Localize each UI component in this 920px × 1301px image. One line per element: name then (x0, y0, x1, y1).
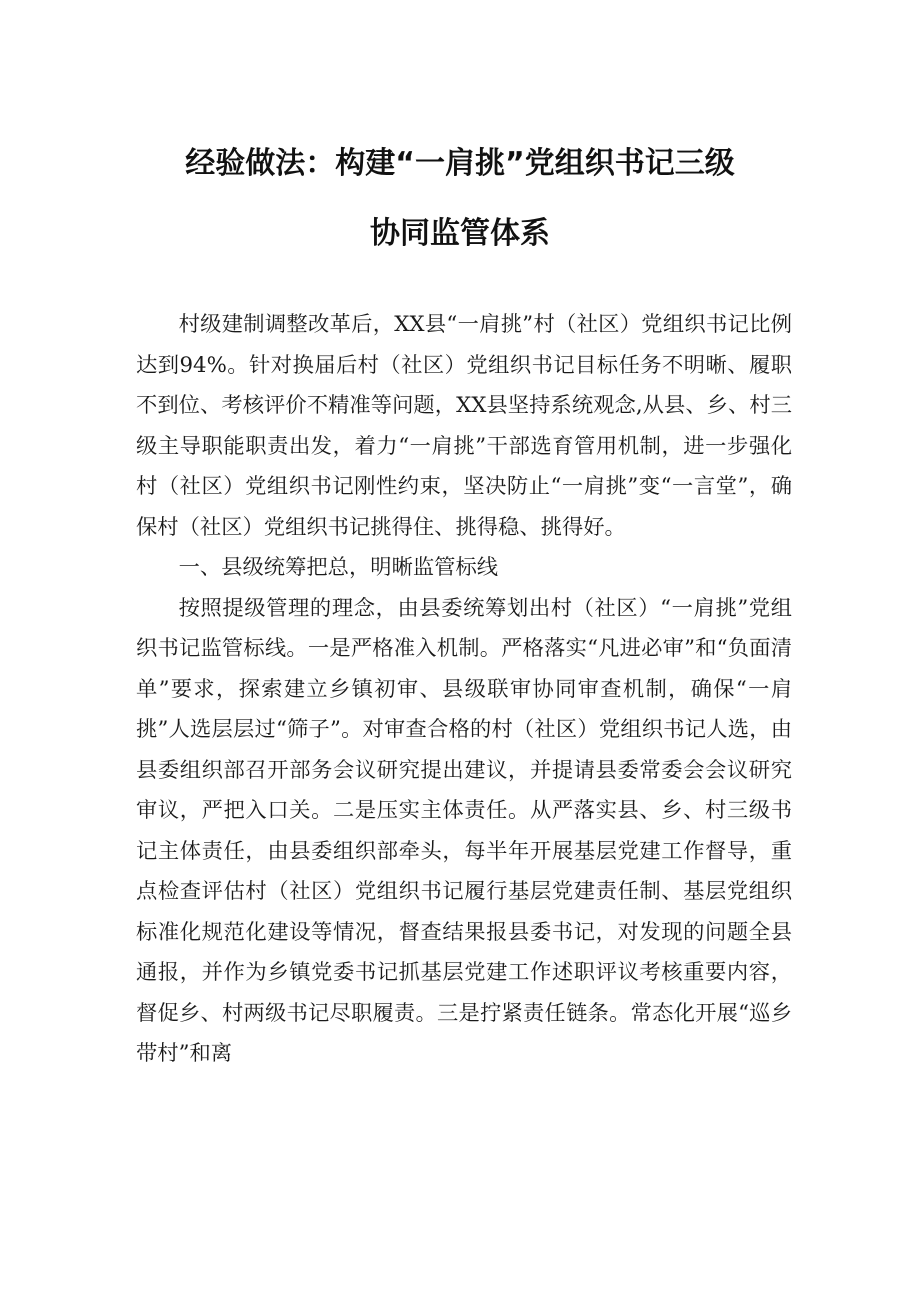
document-title-line-2: 协同监管体系 (370, 216, 550, 251)
paragraph-intro: 村级建制调整改革后，XX县“一肩挑”村（社区）党组织书记比例达到94%。针对换届后村（社区）党组织书记目标任务不明晰、履职不到位、考核评价不精准等问题，XX县坚持系统观念,从县、乡、村三级主导职能职责出发，着力“一肩挑”干部选育管用机制，进一步强化村（社区）党组织书记刚性约束，坚决防止“一肩挑”变“一言堂”，确保村（社区）党组织书记挑得住、挑得稳、挑得好。 (136, 312, 792, 540)
paragraph-section-1: 按照提级管理的理念，由县委统筹划出村（社区）“一肩挑”党组织书记监管标线。一是严格准入机制。严格落实“凡进必审”和“负面清单”要求，探索建立乡镇初审、县级联审协同审查机制，确保“一肩挑”人选层层过“筛子”。对审查合格的村（社区）党组织书记人选，由县委组织部召开部务会议研究提出建议，并提请县委常委会会议研究审议，严把入口关。二是压实主体责任。从严落实县、乡、村三级书记主体责任，由县委组织部牵头，每半年开展基层党建工作督导，重点检查评估村（社区）党组织书记履行基层党建责任制、基层党组织标准化规范化建设等情况，督查结果报县委书记，对发现的问题全县通报，并作为乡镇党委书记抓基层党建工作述职评议考核重要内容，督促乡、村两级书记尽职履责。三是拧紧责任链条。常态化开展“巡乡带村”和离 (136, 595, 792, 1066)
document-title-line-1: 经验做法：构建“一肩挑”党组织书记三级 (185, 146, 735, 181)
section-heading-1: 一、县级统筹把总，明晰监管标线 (178, 555, 499, 580)
document-body (136, 305, 792, 1075)
